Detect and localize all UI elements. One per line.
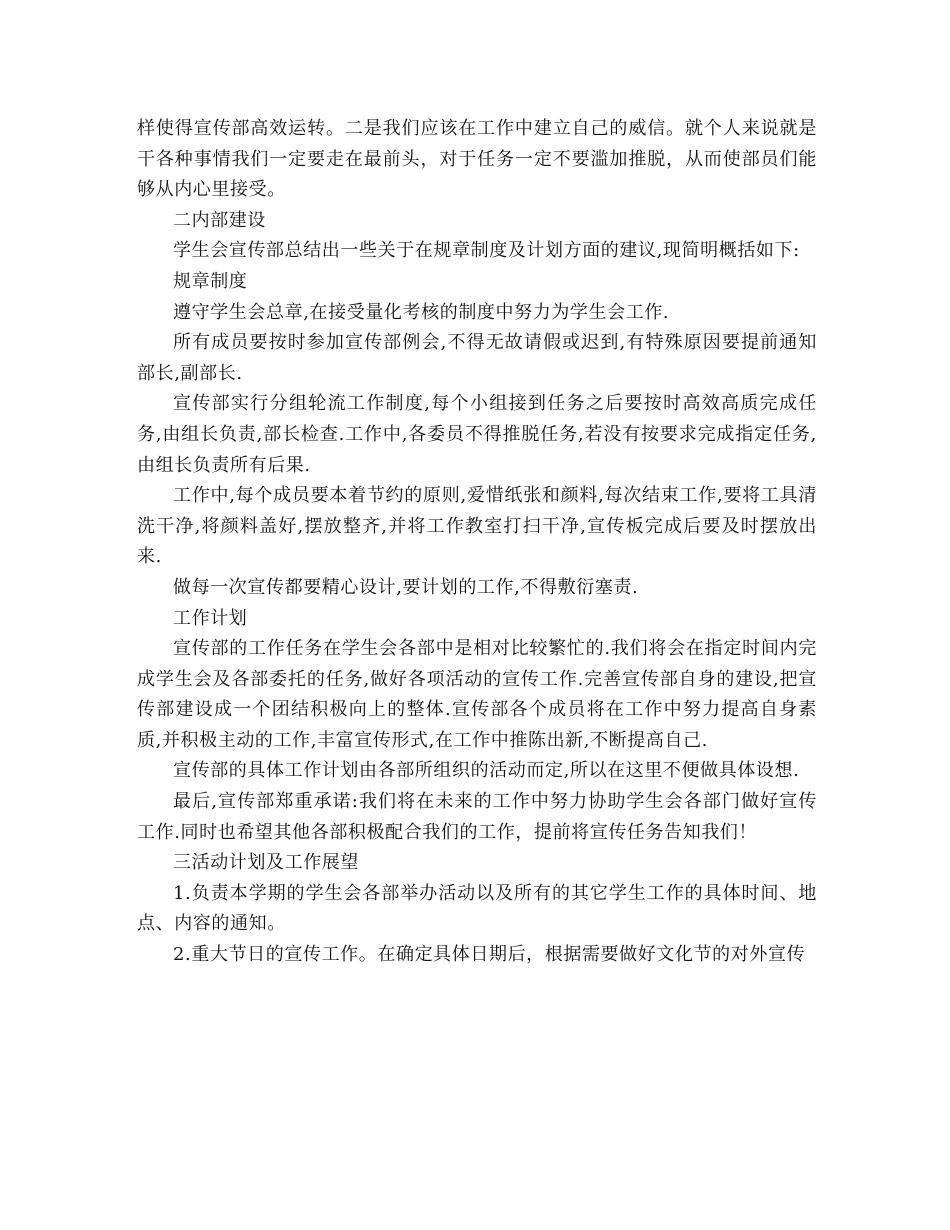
paragraph-intro: 学生会宣传部总结出一些关于在规章制度及计划方面的建议,现简明概括如下: [173,240,800,262]
paragraph-commitment: 最后,宣传部郑重承诺:我们将在未来的工作中努力协助学生会各部门做好宣传工作.同时也希望其他各部积极配合我们的工作，提前将宣传任务告知我们！ [137,791,817,843]
paragraph-plan-1: 宣传部的工作任务在学生会各部中是相对比较繁忙的.我们将会在指定时间内完成学生会及各部委托的任务,做好各项活动的宣传工作.完善宣传部自身的建设,把宣传部建设成一个团结积极向上的整体.宣传部各个成员将在工作中努力提高自身素质,并积极主动的工作,丰富宣传形式,在工作中推陈出新,不断提高自己. [137,638,817,751]
paragraph-continuation: 样使得宣传部高效运转。二是我们应该在工作中建立自己的威信。就个人来说就是干各种事情我们一定要走在最前头，对于任务一定不要滥加推脱，从而使部员们能够从内心里接受。 [137,118,817,201]
list-item-2: 2.重大节日的宣传工作。在确定具体日期后，根据需要做好文化节的对外宣传 [173,944,806,966]
paragraph-rule-2: 所有成员要按时参加宣传部例会,不得无故请假或迟到,有特殊原因要提前通知部长,副部长. [137,332,817,384]
paragraph-rule-1: 遵守学生会总章,在接受量化考核的制度中努力为学生会工作. [173,301,670,323]
paragraph-plan-2: 宣传部的具体工作计划由各部所组织的活动而定,所以在这里不便做具体设想. [173,760,800,782]
paragraph-rule-4: 工作中,每个成员要本着节约的原则,爱惜纸张和颜料,每次结束工作,要将工具清洗干净,将颜料盖好,摆放整齐,并将工作教室打扫干净,宣传板完成后要及时摆放出来. [137,485,817,568]
paragraph-rule-3: 宣传部实行分组轮流工作制度,每个小组接到任务之后要按时高效高质完成任务,由组长负责,部长检查.工作中,各委员不得推脱任务,若没有按要求完成指定任务,由组长负责所有后果. [137,393,817,476]
section-heading-internal-construction: 二内部建设 [173,209,266,231]
section-heading-activity-plan: 三活动计划及工作展望 [173,852,359,874]
paragraph-rule-5: 做每一次宣传都要精心设计,要计划的工作,不得敷衍塞责. [173,576,639,598]
document-body [137,114,817,971]
list-item-1: 1.负责本学期的学生会各部举办活动以及所有的其它学生工作的具体时间、地点、内容的通知。 [137,882,817,935]
subheading-work-plan: 工作计划 [173,607,248,629]
subheading-rules: 规章制度 [173,270,248,292]
